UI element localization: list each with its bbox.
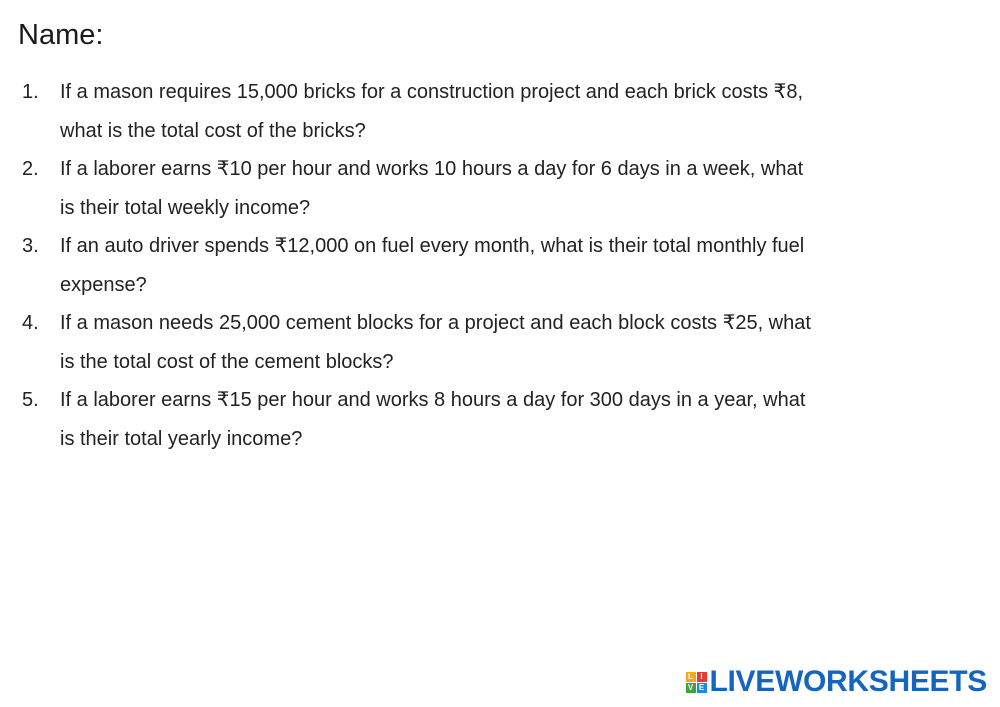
question-text: If a laborer earns ₹15 per hour and works 8 hours a day for 300 days in a year, what is their total yearly income? — [60, 389, 806, 450]
logo-mark-letter: V — [686, 683, 696, 693]
question-number: 3. — [22, 235, 39, 257]
logo-mark-letter: I — [697, 672, 707, 682]
question-number: 1. — [22, 81, 39, 103]
question-text: If a laborer earns ₹10 per hour and works 10 hours a day for 6 days in a week, what is their total weekly income? — [60, 158, 804, 219]
logo-mark-letter: E — [697, 683, 707, 693]
question-item — [22, 381, 812, 458]
question-list — [22, 73, 812, 458]
question-number: 5. — [22, 389, 39, 411]
question-number: 4. — [22, 312, 39, 334]
question-text: If an auto driver spends ₹12,000 on fuel every month, what is their total monthly fuel expense? — [60, 235, 805, 296]
question-item — [22, 304, 812, 381]
logo-mark-letter: L — [686, 672, 696, 682]
question-number: 2. — [22, 158, 39, 180]
liveworksheets-logo — [686, 666, 988, 698]
page-title: Name: — [18, 19, 104, 51]
question-item — [22, 150, 812, 227]
logo-mark-icon — [686, 672, 707, 693]
question-text: If a mason requires 15,000 bricks for a construction project and each brick costs ₹8, what is the total cost of the bricks? — [60, 81, 804, 142]
question-item — [22, 227, 812, 304]
logo-wordmark: LIVEWORKSHEETS — [709, 665, 987, 698]
question-text: If a mason needs 25,000 cement blocks for a project and each block costs ₹25, what is the total cost of the cement blocks? — [60, 312, 811, 373]
question-item — [22, 73, 812, 150]
